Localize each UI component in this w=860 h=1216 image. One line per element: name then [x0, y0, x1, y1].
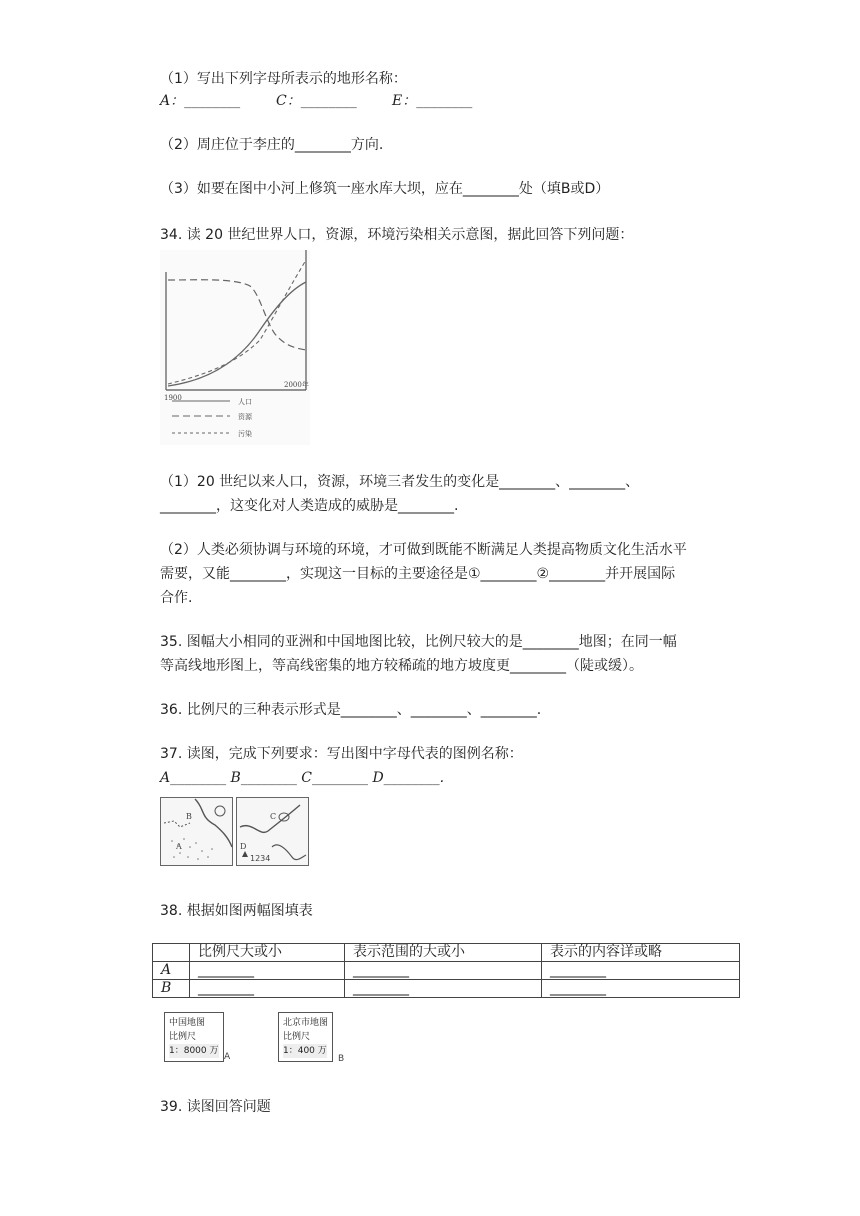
label-c: C — [270, 812, 277, 821]
q34-sub2-line3: 合作. — [160, 590, 193, 606]
q39-title: 39. 读图回答问题 — [160, 1099, 271, 1115]
x-start-label: 1900 — [164, 394, 182, 402]
table-header-row — [153, 944, 740, 962]
scale-box-a-value: 1：8000 万 — [169, 1046, 219, 1056]
q36-line1: 36. 比例尺的三种表示形式是________、________、________. — [160, 702, 542, 718]
q37-line2: A________ B________ C________ D________. — [160, 770, 445, 786]
table-cell: ________ — [345, 962, 542, 980]
label-elevation: 1234 — [250, 854, 271, 863]
q35-line1: 35. 图幅大小相同的亚洲和中国地图比较，比例尺较大的是________地图；在同一幅 — [160, 634, 677, 650]
q34-sub1-line1: （1）20 世纪以来人口，资源，环境三者发生的变化是________、________、 — [160, 474, 640, 490]
legend-resource-label: 资源 — [238, 413, 252, 421]
scale-box-b — [278, 1012, 333, 1062]
q33-blank-c: C：________ — [276, 93, 357, 109]
table-cell: ________ — [345, 980, 542, 998]
label-d: D — [240, 842, 247, 851]
label-b: B — [186, 812, 192, 821]
table-cell: ________ — [190, 980, 345, 998]
table-cell: ________ — [542, 980, 740, 998]
table-header-cell: 比例尺大或小 — [190, 944, 345, 962]
scale-box-b-tag: B — [338, 1054, 345, 1064]
q34-trend-figure — [160, 250, 310, 445]
legend-pollution-label: 污染 — [238, 430, 252, 438]
table-header-cell — [153, 944, 190, 962]
q34-sub2-line1: （2）人类必须协调与环境的环境，才可做到既能不断满足人类提高物质文化生活水平 — [160, 542, 687, 558]
table-cell: B — [153, 980, 190, 998]
q35-line2: 等高线地形图上，等高线密集的地方较稀疏的地方坡度更________（陡或缓）。 — [160, 658, 643, 674]
q37-line1: 37. 读图，完成下列要求：写出图中字母代表的图例名称： — [160, 746, 523, 762]
q34-sub1-line2: ________，这变化对人类造成的威胁是________. — [160, 498, 459, 514]
label-a: A — [176, 842, 182, 851]
q33-blank-a: A：________ — [160, 93, 241, 109]
scale-box-b-name: 北京市地图 — [283, 1018, 329, 1028]
scale-box-a-label: 比例尺 — [169, 1032, 197, 1042]
scale-box-a — [164, 1012, 224, 1062]
scale-box-b-value: 1：400 万 — [283, 1046, 327, 1056]
table-row — [153, 980, 740, 998]
q34-title: 34. 读 20 世纪世界人口，资源，环境污染相关示意图，据此回答下列问题： — [160, 227, 634, 243]
table-row — [153, 962, 740, 980]
scale-box-b-label: 比例尺 — [283, 1032, 311, 1042]
table-cell: ________ — [190, 962, 345, 980]
legend-population-label: 人口 — [238, 398, 252, 406]
scale-box-a-name: 中国地图 — [169, 1018, 206, 1028]
table-header-cell: 表示范围的大或小 — [345, 944, 542, 962]
table-header-cell: 表示的内容详或略 — [542, 944, 740, 962]
table-cell: ________ — [542, 962, 740, 980]
q33-sub1: （1）写出下列字母所表示的地形名称： — [160, 71, 407, 87]
scale-box-a-tag: A — [224, 1052, 231, 1062]
q38-fill-table — [152, 943, 740, 998]
q33-blank-e: E：________ — [392, 93, 473, 109]
x-end-label: 2000年 — [284, 381, 309, 389]
q33-sub3: （3）如要在图中小河上修筑一座水库大坝，应在________处（填B或D） — [160, 181, 610, 197]
q37-legend-map — [160, 797, 310, 867]
q38-title: 38. 根据如图两幅图填表 — [160, 903, 313, 919]
q34-sub2-line2: 需要，又能________，实现这一目标的主要途径是①________②________并开展国际 — [160, 566, 676, 582]
table-cell: A — [153, 962, 190, 980]
q33-sub2: （2）周庄位于李庄的________方向. — [160, 137, 384, 153]
